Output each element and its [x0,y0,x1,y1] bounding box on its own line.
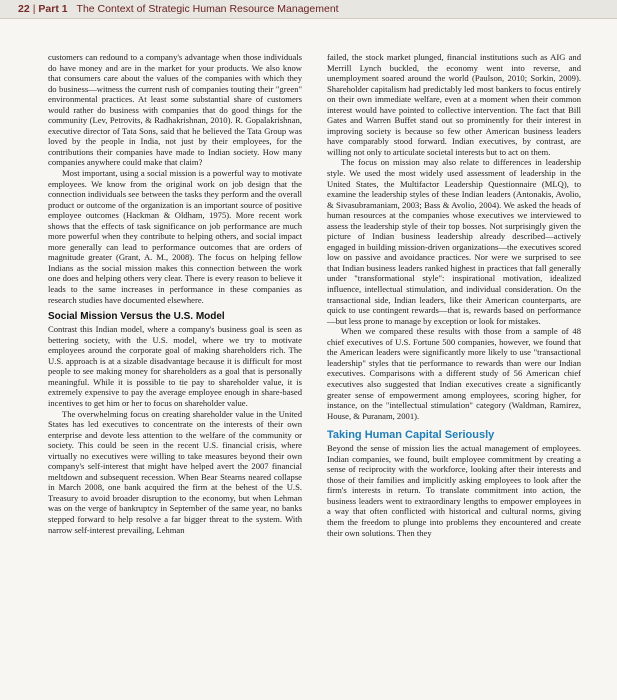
paragraph: customers can redound to a company's advantage when those individuals do have money and are in the market for your products. We also know that consumers care about the values of the companies with which they do business—witness the current rush of companies touting their "green" environmental practices. At least some substantial share of customers would rather do business with companies that do good things for the community (Lev, Petrovits, & Radhakrishnan, 2010). R. Gopalakrishnan, executive director of Tata Sons, said that he believed the Tata Group was loved by the people in India, not just by their employees, for the contributions their companies have made to Indian society. How many companies anywhere could make that claim? [48,52,302,168]
header-separator: | [32,3,36,15]
paragraph: failed, the stock market plunged, financial institutions such as AIG and Merrill Lynch buckled, the economy went into reverse, and unemployment soared around the world (Paulson, 2010; Sorkin, 2009). Shareholder capitalism had predictably led most bankers to focus entirely on their own immediate welfare, even at a moment when their common interest would have pointed to collective intervention. The fact that Bill Gates and Warren Buffet stand out so prominently for their interest in improving society is because so few other American business leaders have comparably stood forward. Indian executives, by contrast, are willing not only to articulate societal interests but to act on them. [327,52,581,157]
paragraph: The focus on mission may also relate to differences in leadership style. We used the most widely used assessment of leadership in the United States, the Multifactor Leadership Questionnaire (MLQ), to examine the leadership styles of these Indian leaders (Antonakis, Avolio, & Sivasubramaniam, 2003; Bass & Avolio, 2004). We asked the heads of human resources at the companies whose executives we interviewed to assess the leadership style of their top bosses. Not surprisingly given the picture of Indian business leadership already described—actively engaged in building mission-driven organizations—the executives scored low on passive and avoidance practices. Nor were we surprised to see that Indian business leaders ranked highest in practices that fall generally under "transformational style": inspirational motivation, idealized influence, intellectual stimulation, and individual consideration. On the transactional side, Indian leaders, like their American counterparts, are quick to use contingent rewards—that is, rewards based on performance—but less prone to manage by exception or look for mistakes. [327,157,581,326]
right-column [327,52,581,538]
section-social-mission [48,311,302,535]
left-column [48,52,302,535]
part-label: Part 1 [38,3,68,15]
section-heading: Social Mission Versus the U.S. Model [48,311,225,323]
paragraph: Contrast this Indian model, where a company's business goal is seen as bettering society, with the U.S. model, where we try to motivate employees around the corporate goal of making shareholders rich. The U.S. approach is at a sizable disadvantage because it is difficult for most people to see making money for shareholders as a goal that is personally meaningful. While it is possible to tie pay to shareholder value, it is extremely expensive to pay the average employee enough in share-based incentives to get him or her to focus on shareholder value. [48,324,302,408]
paragraph: Beyond the sense of mission lies the actual management of employees. Indian companies, we found, built employee commitment by creating a sense of reciprocity with the workforce, looking after their interests and those of their families and implicitly asking employees to look after the firm's interests in return. To translate commitment into action, the business leaders went to extraordinary lengths to empower employees in a way that often conflicted with historical and cultural norms, giving them the freedom to plunge into problems they encountered and create their own solutions. Then they [327,443,581,538]
page-number: 22 [18,3,30,15]
paragraph: When we compared these results with those from a sample of 48 chief executives of U.S. Fortune 500 companies, however, we found that the American leaders were significantly more likely to use "transactional leadership" styles that tie performance to rewards than were our Indian executives. Comparisons with a different study of 56 American chief executives also suggested that Indian executives create a significantly greater sense of empowerment among employees, scoring higher, for instance, on the "intellectual stimulation" category (Waldman, Ramirez, House, & Puranam, 2001). [327,326,581,421]
running-title: The Context of Strategic Human Resource Management [76,3,339,15]
section-heading: Taking Human Capital Seriously [327,429,495,442]
section-human-capital [327,429,581,538]
paragraph: Most important, using a social mission is a powerful way to motivate employees. We know from the original work on job design that the connection individuals see between the tasks they perform and the overall product or outcome of the organization is an important source of positive employee outcomes (Hackman & Oldham, 1975). More recent work shows that the effects of task significance on job performance are much more powerful when they contribute to helping others, and social impact more generally can lead to performance outcomes that are orders of magnitude greater (Grant, A. M., 2008). The focus on helping fellow Indians as the social mission makes this connection between the work one does and helping others very clear. There is every reason to believe it leads to the same increases in performance in these companies as research studies have documented elsewhere. [48,168,302,305]
running-header [0,0,617,19]
paragraph: The overwhelming focus on creating shareholder value in the United States has led executives to concentrate on the interests of their own enterprise and devote less attention to the welfare of the community or society. This could be seen in the recent U.S. financial crisis, where virtually no executives were willing to take measures beyond their own company's self-interest that might have helped avert the 2007 financial meltdown and subsequent recession. When Bear Stearns neared collapse in March 2008, one bank acquired the firm at the behest of the U.S. Treasury to avoid broader disruption to the economy, but when Lehman was on the verge of bankruptcy in September of the same year, no banks stepped forward to help resolve a far bigger threat to the system. With narrow self-interest prevailing, Lehman [48,408,302,535]
